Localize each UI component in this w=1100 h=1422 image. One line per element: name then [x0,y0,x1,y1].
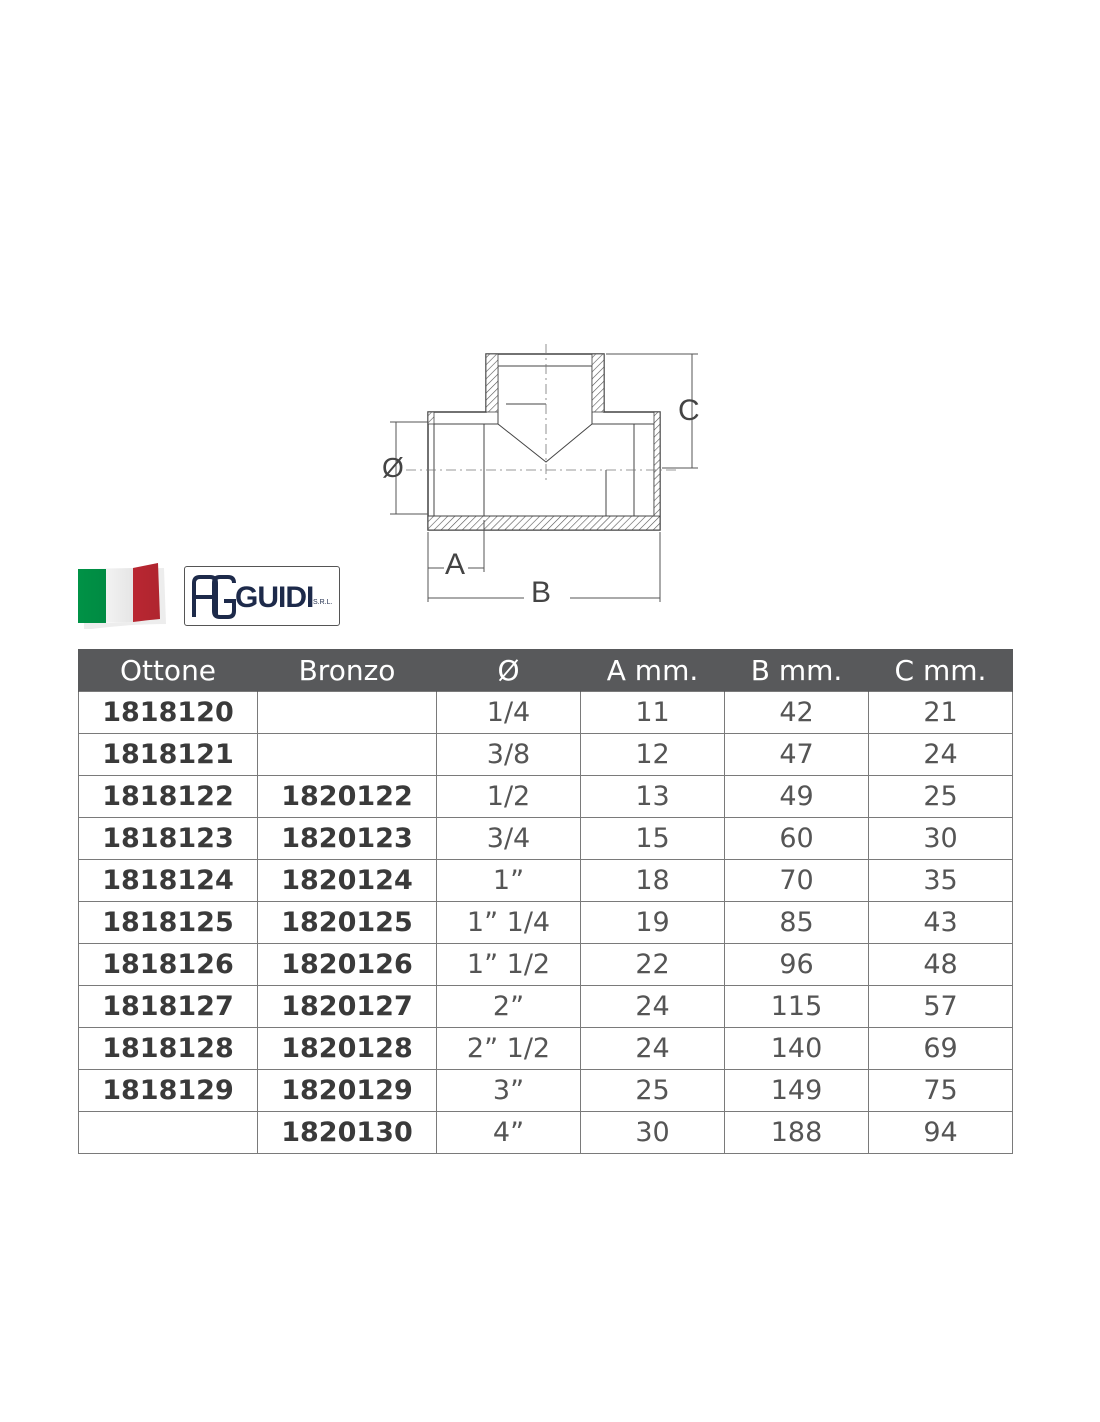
cell-b: 42 [725,692,869,734]
cell-ottone: 1818125 [79,902,258,944]
table-row [79,734,1013,776]
cell-c: 24 [869,734,1013,776]
cell-diameter: 4” [437,1112,581,1154]
cell-bronzo: 1820123 [258,818,437,860]
table-row [79,1070,1013,1112]
cell-diameter: 1/2 [437,776,581,818]
cell-b: 149 [725,1070,869,1112]
table-row [79,860,1013,902]
cell-b: 60 [725,818,869,860]
cell-c: 30 [869,818,1013,860]
ag-monogram-icon [190,573,236,619]
cell-b: 47 [725,734,869,776]
cell-c: 69 [869,1028,1013,1070]
table-header-row [79,649,1013,692]
header-b-mm: B mm. [725,649,869,692]
cell-bronzo: 1820124 [258,860,437,902]
cell-a: 24 [581,1028,725,1070]
cell-a: 24 [581,986,725,1028]
cell-ottone: 1818122 [79,776,258,818]
cell-a: 19 [581,902,725,944]
table-row [79,1112,1013,1154]
italian-flag-icon [78,563,168,629]
header-c-mm: C mm. [869,649,1013,692]
table-row [79,818,1013,860]
cell-ottone: 1818129 [79,1070,258,1112]
cell-b: 49 [725,776,869,818]
cell-diameter: 1/4 [437,692,581,734]
table-row [79,1028,1013,1070]
cell-b: 85 [725,902,869,944]
cell-ottone: 1818121 [79,734,258,776]
cell-diameter: 1” [437,860,581,902]
header-bronzo: Bronzo [258,649,437,692]
cell-c: 21 [869,692,1013,734]
logo-suffix: S.R.L. [313,599,333,606]
cell-a: 11 [581,692,725,734]
dimension-label-c: C [678,394,700,427]
cell-diameter: 2” 1/2 [437,1028,581,1070]
cell-ottone: 1818126 [79,944,258,986]
cell-b: 115 [725,986,869,1028]
cell-c: 94 [869,1112,1013,1154]
cell-bronzo [258,734,437,776]
table-row [79,986,1013,1028]
cell-a: 13 [581,776,725,818]
cell-bronzo [258,692,437,734]
cell-bronzo: 1820127 [258,986,437,1028]
table-row [79,776,1013,818]
cell-bronzo: 1820130 [258,1112,437,1154]
cell-c: 57 [869,986,1013,1028]
cell-diameter: 1” 1/2 [437,944,581,986]
table-row [79,902,1013,944]
cell-diameter: 3” [437,1070,581,1112]
cell-bronzo: 1820128 [258,1028,437,1070]
header-ottone: Ottone [79,649,258,692]
cell-b: 70 [725,860,869,902]
cell-a: 12 [581,734,725,776]
cell-ottone: 1818128 [79,1028,258,1070]
cell-diameter: 3/4 [437,818,581,860]
cell-ottone: 1818123 [79,818,258,860]
guidi-logo [184,566,340,626]
cell-c: 75 [869,1070,1013,1112]
cell-a: 25 [581,1070,725,1112]
cell-a: 30 [581,1112,725,1154]
dimensions-table [78,649,1013,1154]
cell-b: 140 [725,1028,869,1070]
cell-ottone: 1818120 [79,692,258,734]
cell-c: 43 [869,902,1013,944]
cell-ottone: 1818124 [79,860,258,902]
cell-diameter: 2” [437,986,581,1028]
dimension-label-a: A [445,548,466,581]
cell-b: 188 [725,1112,869,1154]
cell-diameter: 1” 1/4 [437,902,581,944]
cell-a: 15 [581,818,725,860]
table-row [79,944,1013,986]
header-a-mm: A mm. [581,649,725,692]
cell-bronzo: 1820125 [258,902,437,944]
cell-ottone: 1818127 [79,986,258,1028]
cell-a: 22 [581,944,725,986]
cell-ottone [79,1112,258,1154]
cell-bronzo: 1820122 [258,776,437,818]
cell-c: 35 [869,860,1013,902]
cell-a: 18 [581,860,725,902]
logo-wordmark: GUIDI [235,581,314,614]
dimension-label-diameter: Ø [382,452,404,483]
cell-c: 48 [869,944,1013,986]
cell-c: 25 [869,776,1013,818]
cell-b: 96 [725,944,869,986]
header-diameter: Ø [437,649,581,692]
cell-bronzo: 1820129 [258,1070,437,1112]
table-row [79,692,1013,734]
cell-bronzo: 1820126 [258,944,437,986]
cell-diameter: 3/8 [437,734,581,776]
dimension-label-b: B [531,576,552,609]
